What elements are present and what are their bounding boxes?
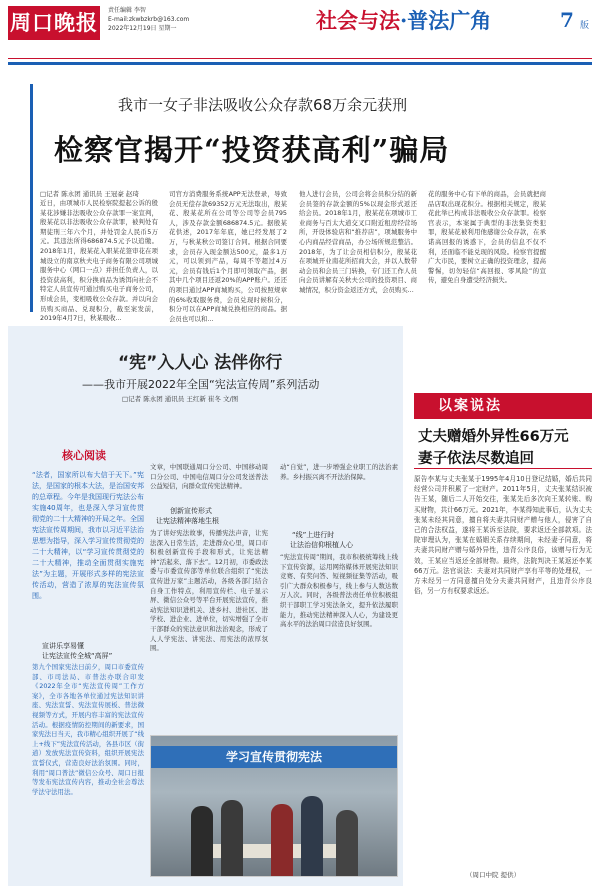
section-heading: 让宪法精神落地生根: [156, 517, 219, 525]
lead-headline: 检察官揭开“投资获高利”骗局: [54, 133, 450, 167]
section-heading: “线”上进行时: [292, 531, 335, 539]
lead-column-3: 他人进行会员，公司会将会员积分结的新会员签的存款金额的5%以现金形式返还给会员。2018年1月，殷某花在项城市工业商务与百太大道交叉口附近租房经营场所，开设体验店和“推荐店”，项城服务中心内商品经营商品，办公场所规范整洁。2018年，为了让会员相信积分，殷某花在项城开业南花所招商大会，并以人数带动会员和会员三门转换，专门还工作人员向会员讲解有关秋夫公司的投资项目、商城情况，积分资金返还方式，会员购买...: [299, 190, 417, 294]
lead-subtitle: 我市一女子非法吸收公众存款68万余元获刑: [118, 96, 408, 114]
section-heading: 让法治信仰根植人心: [290, 541, 353, 549]
header-divider: [8, 62, 592, 65]
lead-column-1: 近日，由项城市人民检察院提起公诉的殷某花涉嫌非法吸收公众存款罪一案宣判，殷某花以非法吸收公众存款罪，被判处有期徒刑三年六个月，并处罚金人民币5万元。其违法所得686874.5元予以追缴。2018年1月，殷某花入职某花签审花在项城设立的南京秋夫电子商务有限公司项城服务中心（网口一点）并担任负责人，以投资获高利，积分换商品为诱饵向社会不特定人员宣传可通过购买电子商务公司，形成会员，变相吸收公众存款。并以向会员购买商品、兑现积分，截至案发前，2019年4月7日，秋某吸收...: [40, 199, 158, 323]
feature-column-3b: “宪法宣传周”期间，我市积极统筹线上线下宣传资源，运用网络媒体开展宪法知识竞赛、有奖问答、短视频征集等活动，吸引广大群众积极参与，线上参与人数达数万人次。同时，各级普法责任单位积极组织干部职工学习宪法条文，提升依法履职能力，推动宪法精神深入人心，为建设更高水平的法治周口营造良好氛围。: [280, 553, 398, 629]
case-tag: 以案说法: [438, 398, 502, 414]
photo-person: [336, 810, 358, 876]
section-title: [316, 4, 556, 38]
photo-person: [221, 800, 243, 876]
feature-headline: “宪”入人心 法伴你行: [118, 353, 283, 373]
photo-person: [301, 796, 323, 876]
feature-byline: □记者 陈永团 通讯员 王红新 崔冬 文/图: [122, 395, 239, 403]
lead-column-2: 司官方消费服务系统APP无法登录，导致会员无偿存款69352万元无法取出，殷某花、殷某花所在公司等公司等会员795人，涉及存款金额686874.5元。据殷某花供述，2017年年底，她已经发展了2万，与秋某秋公司签订合同。根据合同要求，会员存入现金额达500元，最多1万元，可以领到产品，每周不等超过4万元，会员有钱后1个月即可领取产品，据其中几个项目还返20%的APP账户。还还的项目通过APP商城购买，公司按照规章的6%收取服务费，会员兑现时候积分，积分可以在APP商城兑换相应的商品。据会员也可以和...: [169, 190, 287, 323]
section-heading: 创新宣传形式: [170, 507, 212, 515]
event-photo: [150, 735, 398, 877]
feature-column-1: 第九个国家宪法日前夕，周口市委宣传部、市司法局、市普法办联合印发《2022年全市“宪法宣传周”工作方案》，全市各地各单位通过宪法知识讲座、宪法宣誓、宪法宣传展板、普法微视频等方式，开展内容丰富的宪法宣传活动。根据疫情防控期间的新要求，国家宪法日当天，我市精心组织开展了“线上+线下”宪法宣传活动，各县市区（街道）发放宪法宣传资料，组织开展宪法宣誓仪式，营造良好法治氛围。同时，利用“周口普法”微信公众号、周口日报等发布宪法宣传内容，推动全社会尊法学法守法用法。: [32, 663, 144, 796]
core-reading-text: “法者，国家所以布大信于天下。”宪法，是国家的根本大法，是治国安邦的总章程。今年是我国现行宪法公布实施40周年，也是深入学习宣传贯彻党的二十大精神的开局之年。全国宪法宣传周期间，我市以习近平法治思想为指导，深入学习宣传贯彻党的二十大精神，以“学习宣传贯彻党的二十大精神，推动全面贯彻实施宪法”为主题，开展形式多样的宪法宣传活动，营造了浓厚的宪法宣传氛围。: [32, 471, 144, 600]
page-number: 7: [560, 8, 574, 32]
email-line: E-mail:zkwbzkrb@163.com: [108, 16, 190, 23]
case-divider: [414, 468, 592, 469]
case-headline-2: 妻子依法尽数追回: [418, 451, 534, 467]
case-body: 原告李某与丈夫张某于1995年4月10日登记结婚，婚后共同经营公司并积累了一定财产。2011年5月，丈夫张某结识被告王某，随后二人开始交往，张某先后多次向王某转账、购买财物，共计66万元。2021年，李某得知此事后，认为丈夫张某未经其同意，擅自将夫妻共同财产赠与他人，侵害了自己的合法权益，遂将王某诉至法院，要求返还全部款项。法院审理认为，张某在婚姻关系存续期间，未经妻子同意，将夫妻共同财产赠与婚外异性，违背公序良俗，该赠与行为无效，王某应当返还全部财物。最终，法院判决王某返还李某66万元。法官说法：夫妻对共同财产享有平等的处理权，一方未经另一方同意擅自处分夫妻共同财产，且违背公序良俗，另一方有权要求返还。: [414, 475, 592, 596]
feature-subtitle: ——我市开展2022年全国“宪法宣传周”系列活动: [82, 378, 320, 391]
section-heading: 宣讲乐享易懂: [42, 642, 84, 650]
editor-line: 责任编辑 李智: [108, 7, 146, 14]
feature-column-2b: 为了讲好宪法故事，传播宪法声音，让宪法深入日常生活，走进群众心里，周口市积极创新宣传手段和形式，让宪法精神“活起来、落下去”。12月初，市委政法委与市委宣传部等单位联合组织了“宪法宣传进万家”主题活动，各级各部门结合自身工作特点，利用宣传栏、电子显示屏、微信公众号等平台开展宪法宣传，推动宪法知识进机关、进乡村、进社区、进学校、进企业、进单位，切实增强了全市干部群众的宪法意识和法治观念，形成了人人学宪法、讲宪法、用宪法的浓厚氛围。: [150, 529, 268, 653]
photo-banner: 学习宣传贯彻宪法: [151, 746, 397, 768]
lead-column-4: 花的服务中心有下单的商品，会员就把商品店取出现花积分。根据相关规定，殷某花此举已构成非法吸收公众存款罪。检察官表示，本案属于典型的非法集资类犯罪，殷某花被利用他感谢公众存款，在承诺高回报的诱惑下，会员的信息不仅不利，还面临不能兑现的风险。检察官提醒广大市民，要树立正确的投资理念，提高警惕，切勿轻信“高回报、零风险”的宣传，避免自身遭受经济损失。: [428, 190, 546, 285]
section-subname: ·普法广角: [400, 8, 492, 33]
section-heading: 让宪法宣传全城“高屏”: [42, 652, 113, 660]
header-info: [108, 6, 228, 33]
lead-byline: □记者 陈永团 通讯员 王冠豪 赵琦: [40, 190, 139, 198]
page-unit: 版: [580, 21, 590, 31]
section-name: 社会与法: [316, 8, 400, 33]
header-divider-thin: [8, 58, 592, 59]
case-credit: （周口中院 提供）: [466, 871, 521, 879]
masthead-logo: 周口晚报: [8, 6, 100, 40]
case-headline-1: 丈夫赠婚外异性66万元: [418, 429, 569, 445]
date-line: 2022年12月19日 星期一: [108, 25, 177, 32]
feature-column-2a: 文章，中国联通周口分公司、中国移动周口分公司、中国电信周口分公司发送普法公益短信，向群众宣传宪法精神。: [150, 463, 268, 491]
photo-person: [271, 804, 293, 876]
photo-person: [191, 806, 213, 876]
feature-column-3a: 动“自觉”，进一步增强企业职工的法治素养。乡村振兴离不开法治保障。: [280, 463, 398, 481]
core-reading-tag: 核心阅读: [62, 449, 106, 462]
